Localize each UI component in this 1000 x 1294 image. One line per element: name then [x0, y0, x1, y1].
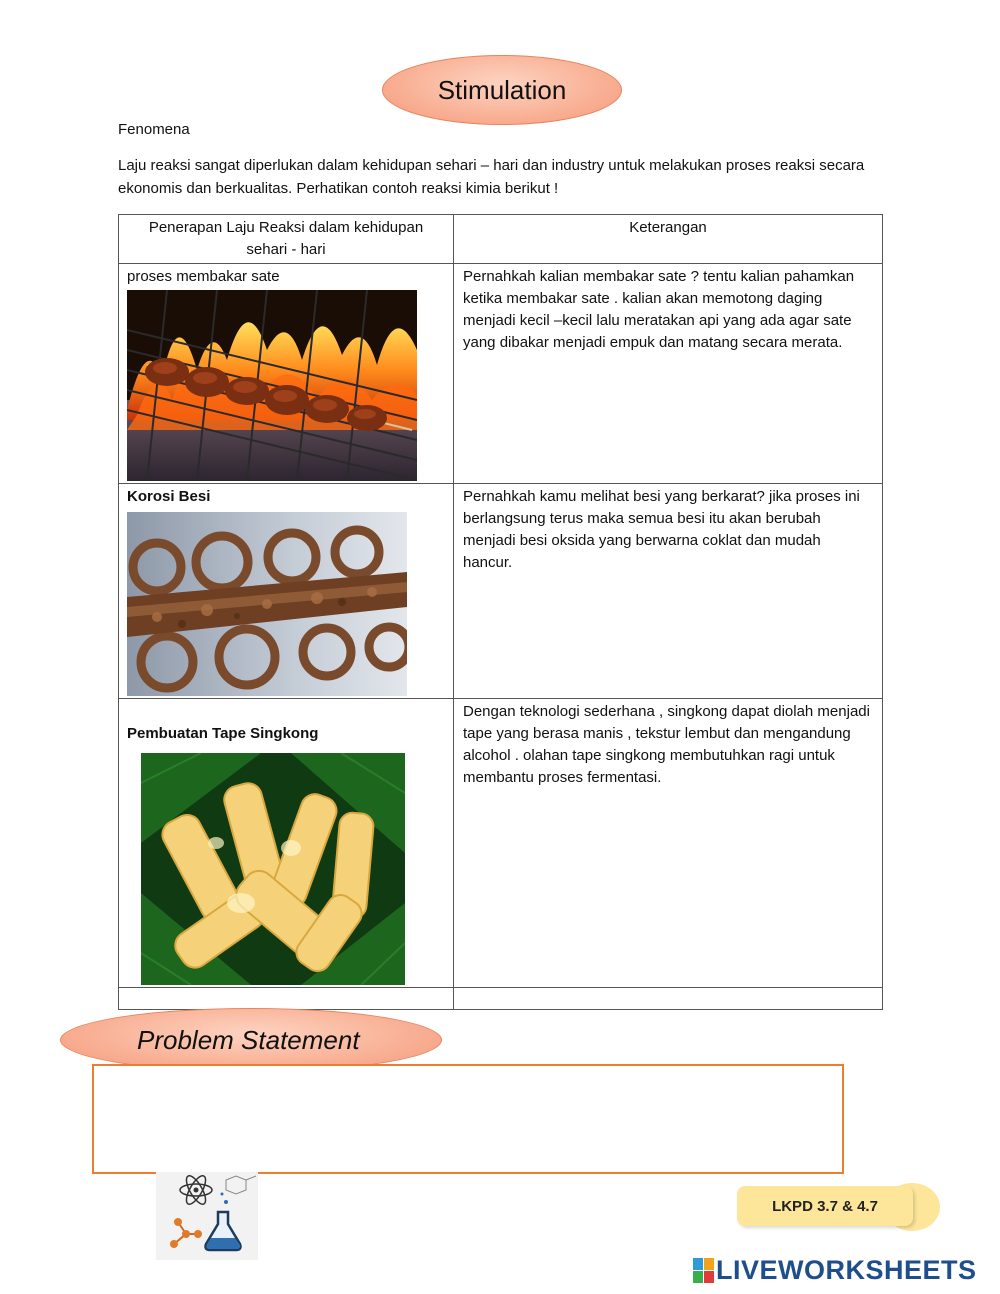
row-besi-right — [454, 484, 883, 699]
table-header-row — [119, 215, 883, 264]
table-row-empty — [119, 988, 883, 1010]
stimulation-title: Stimulation — [382, 55, 622, 125]
row-tape-right — [454, 699, 883, 988]
rusty-iron-fence-photo — [127, 512, 407, 696]
table-row — [119, 264, 883, 484]
header-penerapan: Penerapan Laju Reaksi dalam kehidupan sehari - hari — [119, 215, 454, 264]
intro-paragraph: Laju reaksi sangat diperlukan dalam kehidupan sehari – hari dan industry untuk melakukan proses reaksi secara ekonomis dan berkualitas. Perhatikan contoh reaksi kimia berikut ! — [118, 157, 865, 197]
sate-grill-photo — [127, 290, 417, 481]
table-row — [119, 699, 883, 988]
lkpd-badge: LKPD 3.7 & 4.7 — [737, 1186, 913, 1226]
problem-statement-title: Problem Statement — [60, 1008, 442, 1072]
header-keterangan: Keterangan — [454, 215, 883, 264]
row-description: Pernahkah kamu melihat besi yang berkarat? jika proses ini berlangsung terus maka semua besi itu akan berubah menjadi besi oksida yang berwarna coklat dan mudah hancur. — [463, 488, 860, 571]
empty-cell — [119, 988, 454, 1010]
tape-singkong-photo — [141, 753, 405, 985]
row-tape-left — [119, 699, 454, 988]
reaction-rate-table — [118, 214, 883, 1010]
row-title: Pembuatan Tape Singkong — [127, 725, 319, 742]
row-description: Dengan teknologi sederhana , singkong dapat diolah menjadi tape yang berasa manis , tekstur lembut dan mengandung alcohol . olahan tape singkong membutuhkan ragi untuk membantu proses fermentasi. — [463, 703, 870, 786]
row-description: Pernahkah kalian membakar sate ? tentu kalian pahamkan ketika membakar sate . kalian akan memotong daging menjadi kecil –kecil lalu meratakan api yang ada agar sate yang dibakar menjadi empuk dan matang secara merata. — [463, 268, 855, 351]
row-title: Korosi Besi — [127, 488, 211, 505]
liveworksheets-text: LIVEWORKSHEETS — [716, 1254, 977, 1285]
liveworksheets-logo — [693, 1255, 977, 1285]
empty-cell — [454, 988, 883, 1010]
problem-statement-answer-box[interactable] — [92, 1064, 844, 1174]
row-sate-left — [119, 264, 454, 484]
chemistry-logo-icon — [156, 1172, 258, 1260]
liveworksheets-blocks-icon — [693, 1258, 714, 1283]
row-besi-left — [119, 484, 454, 699]
fenomena-label: Fenomena — [118, 121, 190, 138]
row-title: proses membakar sate — [127, 268, 280, 285]
table-row — [119, 484, 883, 699]
row-sate-right — [454, 264, 883, 484]
